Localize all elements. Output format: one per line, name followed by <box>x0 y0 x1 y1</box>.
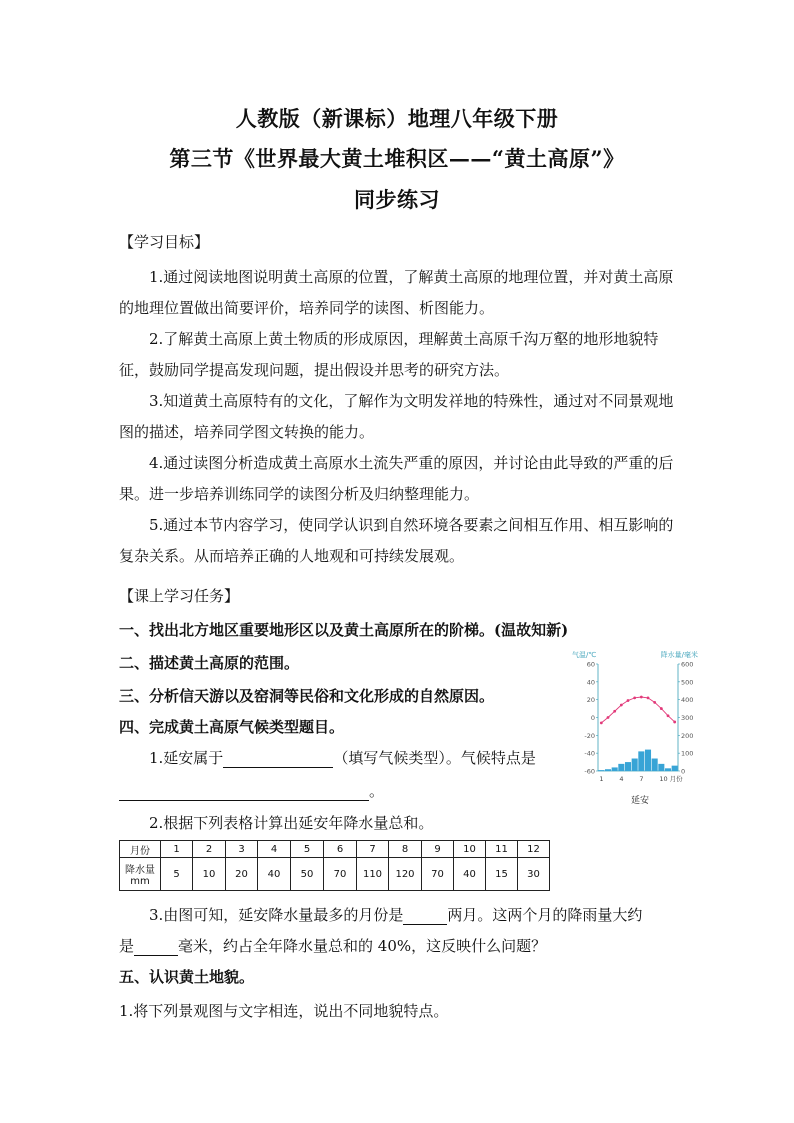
goals-list <box>119 262 679 572</box>
goal-item: 2.了解黄土高原上黄土物质的形成原因，理解黄土高原千沟万壑的地形地貌特征，鼓励同学提高发现问题，提出假设并思考的研究方法。 <box>119 330 659 379</box>
precip-bar <box>658 764 664 771</box>
temperature-point <box>613 710 616 713</box>
rainiest-months-blank[interactable] <box>403 908 447 925</box>
temperature-point <box>653 701 656 704</box>
x-tick-label: 1 <box>599 775 604 783</box>
temperature-point <box>600 721 603 724</box>
question-2: 2.根据下列表格计算出延安年降水量总和。 <box>149 814 434 832</box>
question-1-prefix: 1.延安属于 <box>149 749 224 767</box>
temp-tick-label: -40 <box>584 749 595 758</box>
precip-bar <box>652 759 658 771</box>
precip-label: 降水量 <box>125 865 155 876</box>
precip-cell: 40 <box>258 858 291 891</box>
temperature-point <box>640 696 643 699</box>
precipitation-table <box>119 840 550 891</box>
month-cell: 5 <box>291 841 324 858</box>
precip-bar <box>645 750 651 771</box>
month-cell: 12 <box>518 841 550 858</box>
temperature-point <box>633 696 636 699</box>
table-header-cell: 月份 <box>120 841 161 858</box>
doc-title-line2: 第三节《世界最大黄土堆积区——“黄土高原”》 <box>169 146 625 171</box>
question-3-line1 <box>149 904 642 925</box>
task-4: 四、完成黄土高原气候类型题目。 <box>119 718 345 736</box>
month-cell: 10 <box>454 841 486 858</box>
precip-bar <box>618 764 624 771</box>
precip-bar <box>625 762 631 771</box>
x-tick-label: 10 月份 <box>659 775 683 783</box>
table-row <box>120 841 550 858</box>
temperature-point <box>627 699 630 702</box>
temp-tick-label: 40 <box>586 678 595 687</box>
precip-cell: 20 <box>226 858 258 891</box>
precip-cell: 120 <box>389 858 422 891</box>
temperature-point <box>673 721 676 724</box>
precip-bar <box>632 759 638 771</box>
month-cell: 6 <box>324 841 357 858</box>
goal-item: 4.通过读图分析造成黄土高原水土流失严重的原因，并讨论由此导致的严重的后果。进一步培养训练同学的读图分析及归纳整理能力。 <box>119 454 674 503</box>
chart-caption: 延安 <box>630 796 650 806</box>
precip-tick-label: 300 <box>681 714 694 722</box>
month-cell: 9 <box>422 841 454 858</box>
month-cell: 8 <box>389 841 422 858</box>
month-cell: 3 <box>226 841 258 858</box>
temperature-point <box>667 714 670 717</box>
precip-tick-label: 600 <box>681 660 694 669</box>
rainfall-amount-blank[interactable] <box>134 939 178 956</box>
table-header-cell <box>120 858 161 891</box>
temp-tick-label: 60 <box>586 660 595 669</box>
precip-cell: 5 <box>161 858 193 891</box>
temperature-point <box>620 704 623 707</box>
precip-tick-label: 100 <box>681 749 694 758</box>
precip-cell: 30 <box>518 858 550 891</box>
precip-bar <box>665 768 671 771</box>
section-heading-goals: 【学习目标】 <box>119 233 210 251</box>
precip-bar <box>672 766 678 771</box>
precip-cell: 15 <box>486 858 518 891</box>
left-axis-title: 气温/℃ <box>572 651 597 659</box>
doc-title-line3: 同步练习 <box>354 187 440 212</box>
x-tick-label: 7 <box>639 775 644 783</box>
question-3-mid: 两月。这两个月的降雨量大约 <box>447 906 643 924</box>
precip-tick-label: 400 <box>681 696 694 705</box>
precip-cell: 40 <box>454 858 486 891</box>
precip-cell: 10 <box>193 858 226 891</box>
question-1-suffix: （填写气候类型）。气候特点是 <box>333 749 536 767</box>
section-heading-tasks: 【课上学习任务】 <box>119 587 240 605</box>
temp-tick-label: -20 <box>584 731 595 740</box>
question-3-suffix: 毫米，约占全年降水量总和的 40%，这反映什么问题？ <box>178 937 547 955</box>
doc-title-line1: 人教版（新课标）地理八年级下册 <box>235 106 559 131</box>
question-5: 1.将下列景观图与文字相连，说出不同地貌特点。 <box>119 1002 449 1020</box>
table-row <box>120 858 550 891</box>
temperature-point <box>660 707 663 710</box>
precip-bar <box>598 770 604 771</box>
task-2: 二、描述黄土高原的范围。 <box>119 654 300 672</box>
precip-tick-label: 500 <box>681 678 694 687</box>
question-3-is: 是 <box>119 937 135 955</box>
task-5: 五、认识黄土地貌。 <box>119 968 255 986</box>
question-1-line <box>149 747 536 768</box>
temperature-point <box>647 696 650 699</box>
month-cell: 1 <box>161 841 193 858</box>
temperature-point <box>607 716 610 719</box>
precip-cell: 70 <box>324 858 357 891</box>
precip-cell: 110 <box>357 858 389 891</box>
goal-item: 3.知道黄土高原特有的文化，了解作为文明发祥地的特殊性，通过对不同景观地图的描述，培养同学图文转换的能力。 <box>119 392 674 441</box>
month-cell: 2 <box>193 841 226 858</box>
goal-item: 5.通过本节内容学习，使同学认识到自然环境各要素之间相互作用、相互影响的复杂关系。从而培养正确的人地观和可持续发展观。 <box>119 516 674 565</box>
temp-tick-label: -60 <box>584 767 595 776</box>
month-cell: 4 <box>258 841 291 858</box>
question-1-answer-line <box>119 780 384 801</box>
precip-cell: 50 <box>291 858 324 891</box>
question-1-period: 。 <box>369 782 385 800</box>
precip-cell: 70 <box>422 858 454 891</box>
precip-bar <box>612 767 618 771</box>
question-3-prefix: 3.由图可知，延安降水量最多的月份是 <box>149 906 404 924</box>
climate-feature-blank[interactable] <box>119 784 369 801</box>
temperature-line <box>601 697 674 723</box>
yanan-climate-chart <box>570 646 700 816</box>
task-1: 一、找出北方地区重要地形区以及黄土高原所在的阶梯。(温故知新) <box>119 621 569 639</box>
month-cell: 7 <box>357 841 389 858</box>
month-cell: 11 <box>486 841 518 858</box>
task-3: 三、分析信天游以及窑洞等民俗和文化形成的自然原因。 <box>119 687 495 705</box>
temp-tick-label: 20 <box>586 696 595 705</box>
temp-tick-label: 0 <box>590 714 595 722</box>
precip-bar <box>605 769 611 771</box>
question-3-line2 <box>119 935 546 956</box>
x-tick-label: 4 <box>619 775 624 783</box>
climate-type-blank[interactable] <box>223 751 333 768</box>
precip-tick-label: 200 <box>681 731 694 740</box>
right-axis-title: 降水量/毫米 <box>660 651 698 659</box>
precip-tick-label: 0 <box>681 767 686 776</box>
precip-bar <box>638 751 644 771</box>
precip-unit: mm <box>130 876 150 887</box>
goal-item: 1.通过阅读地图说明黄土高原的位置，了解黄土高原的地理位置，并对黄土高原的地理位置做出简要评价，培养同学的读图、析图能力。 <box>119 268 674 317</box>
